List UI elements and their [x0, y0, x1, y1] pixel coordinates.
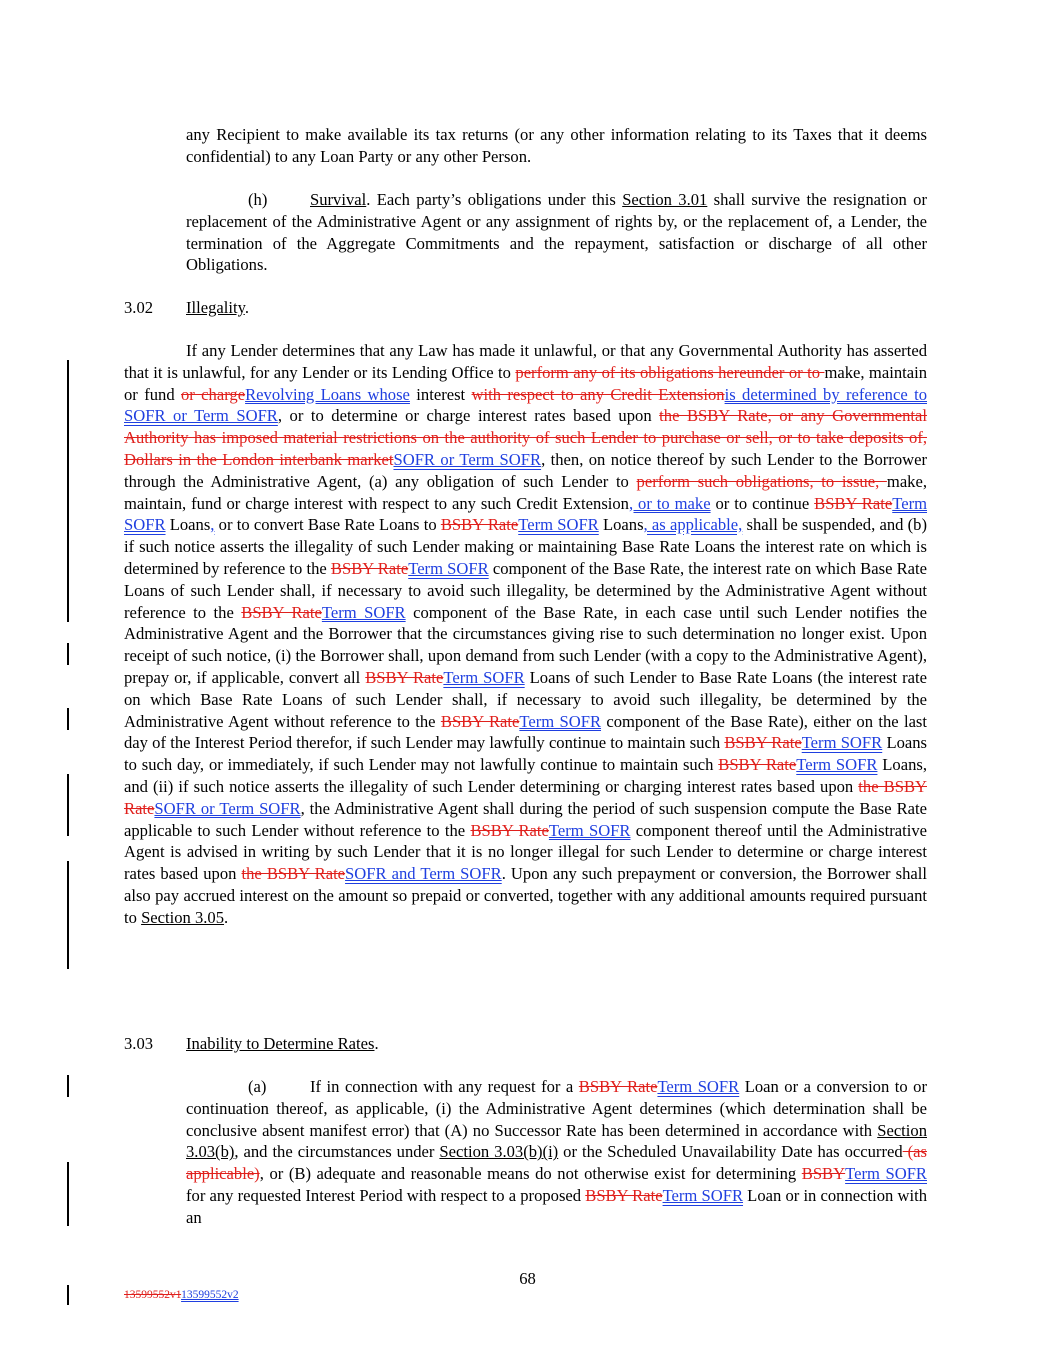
change-bar — [67, 774, 69, 836]
deleted-text: BSBY Rate — [814, 493, 893, 513]
inserted-text: Term SOFR — [796, 755, 878, 775]
section-number: 3.03 — [124, 1034, 154, 1053]
inserted-text: Term SOFR — [801, 733, 883, 753]
paragraph-illegality: If any Lender determines that any Law has made it unlawful, or that any Governmental Authority has asserted that it is unlawful, for any Lender or its Lending Office to perform any of its obligations hereunder or to make, maintain or fund or chargeRevolving Loans whose interest with respect to any Credit Extensionis determined by reference to SOFR or Term SOFR, or to determine or charge interest rates based upon the BSBY Rate, or any Governmental Authority has imposed material restrictions on the authority of such Lender to purchase or sell, or to take deposits of, Dollars in the London interbank marketSOFR or Term SOFR, then, on notice thereof by such Lender to the Borrower through the Administrative Agent, (a) any obligation of such Lender to perform such obligations, to issue, make, maintain, fund or charge interest with respect to any such Credit Extension, or to make or to continue BSBY RateTerm SOFR Loans, or to convert Base Rate Loans to BSBY RateTerm SOFR Loans, as applicable, shall be suspended, and (b) if such notice asserts the illegality of such Lender making or maintaining Base Rate Loans the interest rate on which is determined by reference to the BSBY RateTerm SOFR component of the Base Rate, the interest rate on which Base Rate Loans of such Lender shall, if necessary to avoid such illegality, be determined by the Administrative Agent without reference to the BSBY RateTerm SOFR component of the Base Rate, in each case until such Lender notifies the Administrative Agent and the Borrower that the circumstances giving rise to such determination no longer exist. Upon receipt of such notice, (i) the Borrower shall, upon demand from such Lender (with a copy to the Administrative Agent), prepay or, if applicable, convert all BSBY RateTerm SOFR Loans of such Lender to Base Rate Loans (the interest rate on which Base Rate Loans of such Lender shall, if necessary to avoid such illegality, be determined by the Administrative Agent without reference to the BSBY RateTerm SOFR component of the Base Rate), either on the last day of the Interest Period therefor, if such Lender may lawfully continue to maintain such BSBY RateTerm SOFR Loans to such day, or immediately, if such Lender may not lawfully continue to maintain such BSBY RateTerm SOFR Loans, and (ii) if such notice asserts the illegality of such Lender determining or charging interest rates based upon the BSBY RateSOFR or Term SOFR, the Administrative Agent shall during the period of such suspension compute the Base Rate applicable to such Lender without reference to the BSBY RateTerm SOFR component thereof until the Administrative Agent is advised in writing by such Lender that it is no longer illegal for such Lender to determine or charge interest rates based upon the BSBY RateSOFR and Term SOFR. Upon any such prepayment or conversion, the Borrower shall also pay accrued interest on the amount so prepaid or converted, together with any additional amounts required pursuant to Section 3.05. — [124, 341, 928, 927]
change-bar — [67, 360, 69, 622]
deleted-text: the BSBY Rate — [124, 776, 927, 818]
deleted-text: or charge — [180, 384, 246, 404]
paragraph-survival: (h) Survival. Each party’s obligations under this Section 3.01 shall survive the resignation or replacement of the Administrative Agent or any assignment of rights by, or the replacement of, a Lender, the termination of the Aggregate Commitments and the repayment, satisfaction or discharge of all other Obligations. — [186, 190, 927, 275]
deleted-text: perform such obligations, to issue, — [636, 471, 887, 491]
deleted-text: BSBY Rate — [470, 820, 549, 840]
inserted-text: Revolving Loans whose — [245, 384, 410, 404]
inserted-text: Term SOFR — [443, 667, 525, 687]
inserted-text: Term SOFR — [548, 820, 631, 840]
inserted-text: SOFR or Term SOFR — [154, 798, 301, 818]
section-heading-3-02: 3.02 Illegality. — [124, 298, 249, 317]
deleted-text: BSBY Rate — [724, 733, 802, 753]
change-bar — [67, 861, 69, 969]
deleted-text: BSBY Rate — [718, 755, 797, 775]
deleted-text: 13599552v1 — [124, 1289, 182, 1301]
section-reference: Section 3.05 — [141, 907, 225, 927]
deleted-text: the BSBY Rate — [241, 864, 346, 884]
inserted-text: Term SOFR — [408, 558, 489, 578]
inserted-text: Term SOFR — [518, 515, 599, 535]
section-reference: Section 3.03(b)(i) — [439, 1142, 559, 1162]
section-reference: Section 3.01 — [622, 190, 708, 209]
deleted-text: perform any of its obligations hereunder or to — [515, 362, 825, 382]
inserted-text: SOFR or Term SOFR — [393, 449, 542, 469]
inserted-text: , as applicable, — [643, 515, 743, 535]
deleted-text: BSBY Rate — [330, 558, 409, 578]
section-heading-3-03: 3.03 Inability to Determine Rates. — [124, 1034, 379, 1053]
deleted-text: with respect to any Credit Extension — [471, 384, 725, 404]
clause-label: (h) — [248, 190, 268, 209]
clause-label: (a) — [248, 1077, 267, 1096]
inserted-text: 13599552v2 — [181, 1289, 239, 1301]
inserted-text: , or to make — [628, 493, 711, 513]
inserted-text: Term SOFR — [662, 1185, 744, 1205]
deleted-text: BSBY Rate — [585, 1185, 663, 1205]
deleted-text: BSBY Rate — [440, 515, 519, 535]
inserted-text: SOFR and Term SOFR — [345, 864, 502, 884]
change-bar — [67, 1162, 69, 1226]
section-reference: Section 3.03(b) — [186, 1120, 927, 1162]
paragraph-inability-a: (a) If in connection with any request for a BSBY RateTerm SOFR Loan or a conversion to or continuation thereof, as applicable, (i) the Administrative Agent determines (which determination shall be conclusive absent manifest error) that (A) no Successor Rate has been determined in accordance with Section 3.03(b), and the circumstances under Section 3.03(b)(i) or the Scheduled Unavailability Date has occurred (as applicable), or (B) adequate and reasonable means do not otherwise exist for determining BSBYTerm SOFR for any requested Interest Period with respect to a proposed BSBY RateTerm SOFR Loan or in connection with an — [186, 1077, 927, 1227]
inserted-text: Term SOFR — [519, 711, 602, 731]
inserted-text: , — [210, 515, 215, 535]
deleted-text: BSBY Rate — [241, 602, 322, 622]
section-title: Inability to Determine Rates — [186, 1034, 375, 1053]
clause-heading: Survival — [310, 190, 367, 209]
change-bar — [67, 643, 69, 665]
inserted-text: Term SOFR — [657, 1077, 740, 1096]
deleted-text: BSBY Rate — [440, 711, 520, 731]
inserted-text: Term SOFR — [321, 602, 406, 622]
section-title: Illegality — [186, 298, 245, 317]
page-number: 68 — [519, 1269, 536, 1288]
section-number: 3.02 — [124, 298, 154, 317]
change-bar — [67, 708, 69, 730]
inserted-text: Term SOFR — [845, 1164, 927, 1184]
inserted-text: is determined by reference to SOFR or Term SOFR — [124, 384, 927, 426]
inserted-text: Term SOFR — [124, 493, 928, 535]
deleted-text: (as applicable) — [186, 1142, 927, 1184]
change-bar — [67, 1075, 69, 1097]
document-id — [124, 1287, 239, 1303]
deleted-text: BSBY — [801, 1164, 846, 1184]
deleted-text: the BSBY Rate, or any Governmental Authority has imposed material restrictions on the authority of such Lender to purchase or sell, or to take deposits of, Dollars in the London interbank market — [124, 406, 928, 469]
deleted-text: BSBY Rate — [578, 1077, 658, 1096]
deleted-text: BSBY Rate — [365, 667, 444, 687]
paragraph-tax-returns: any Recipient to make available its tax returns (or any other information relating to its Taxes that it deems confidential) to any Loan Party or any other Person. — [186, 125, 927, 166]
